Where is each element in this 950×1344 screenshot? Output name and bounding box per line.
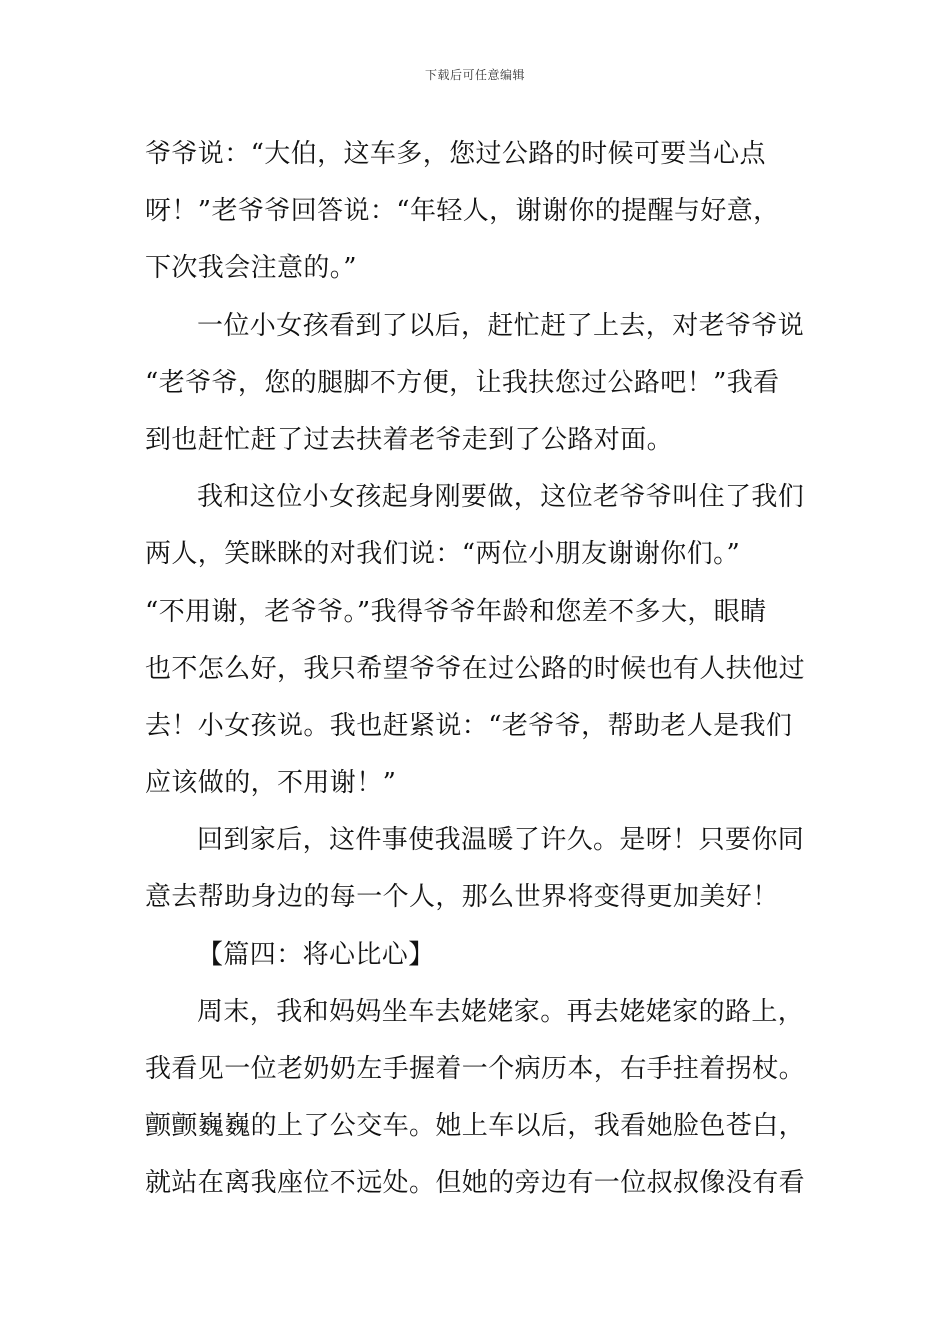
- paragraph-first-line: 我和这位小女孩起身刚要做，这位老爷爷叫住了我们: [197, 482, 805, 513]
- text-line: 下次我会注意的。”: [145, 253, 357, 284]
- page-header: 下载后可任意编辑: [424, 68, 525, 82]
- paragraph-first-line: 一位小女孩看到了以后，赶忙赶了上去，对老爷爷说: [197, 310, 805, 341]
- text-line: 到也赶忙赶了过去扶着老爷走到了公路对面。: [145, 424, 674, 455]
- text-line: 颤颤巍巍的上了公交车。她上车以后，我看她脸色苍白，: [145, 1111, 806, 1142]
- document-body: [145, 126, 807, 1213]
- text-line: 就站在离我座位不远处。但她的旁边有一位叔叔像没有看: [145, 1168, 806, 1199]
- paragraph-first-line: 回到家后，这件事使我温暖了许久。是呀！只要你同: [197, 825, 805, 856]
- text-line: 呀！”老爷爷回答说：“年轻人，谢谢你的提醒与好意，: [145, 196, 780, 227]
- text-line: 意去帮助身边的每一个人，那么世界将变得更加美好！: [145, 882, 779, 913]
- text-line: “不用谢，老爷爷。”我得爷爷年龄和您差不多大，眼睛: [145, 596, 767, 627]
- text-line: 两人，笑眯眯的对我们说：“两位小朋友谢谢你们。”: [145, 539, 741, 570]
- text-line: 我看见一位老奶奶左手握着一个病历本，右手拄着拐杖。: [145, 1054, 806, 1084]
- text-line: 应该做的，不用谢！”: [145, 768, 397, 799]
- section-heading: 【篇四：将心比心】: [197, 939, 435, 970]
- text-line: 也不怎么好，我只希望爷爷在过公路的时候也有人扶他过: [145, 653, 806, 684]
- text-line: 去！小女孩说。我也赶紧说：“老爷爷，帮助老人是我们: [145, 710, 793, 741]
- paragraph-first-line: 周末，我和妈妈坐车去姥姥家。再去姥姥家的路上，: [197, 996, 805, 1027]
- text-line: 爷爷说：“大伯，这车多，您过公路的时候可要当心点: [145, 139, 766, 169]
- text-line: “老爷爷，您的腿脚不方便，让我扶您过公路吧！”我看: [145, 367, 780, 398]
